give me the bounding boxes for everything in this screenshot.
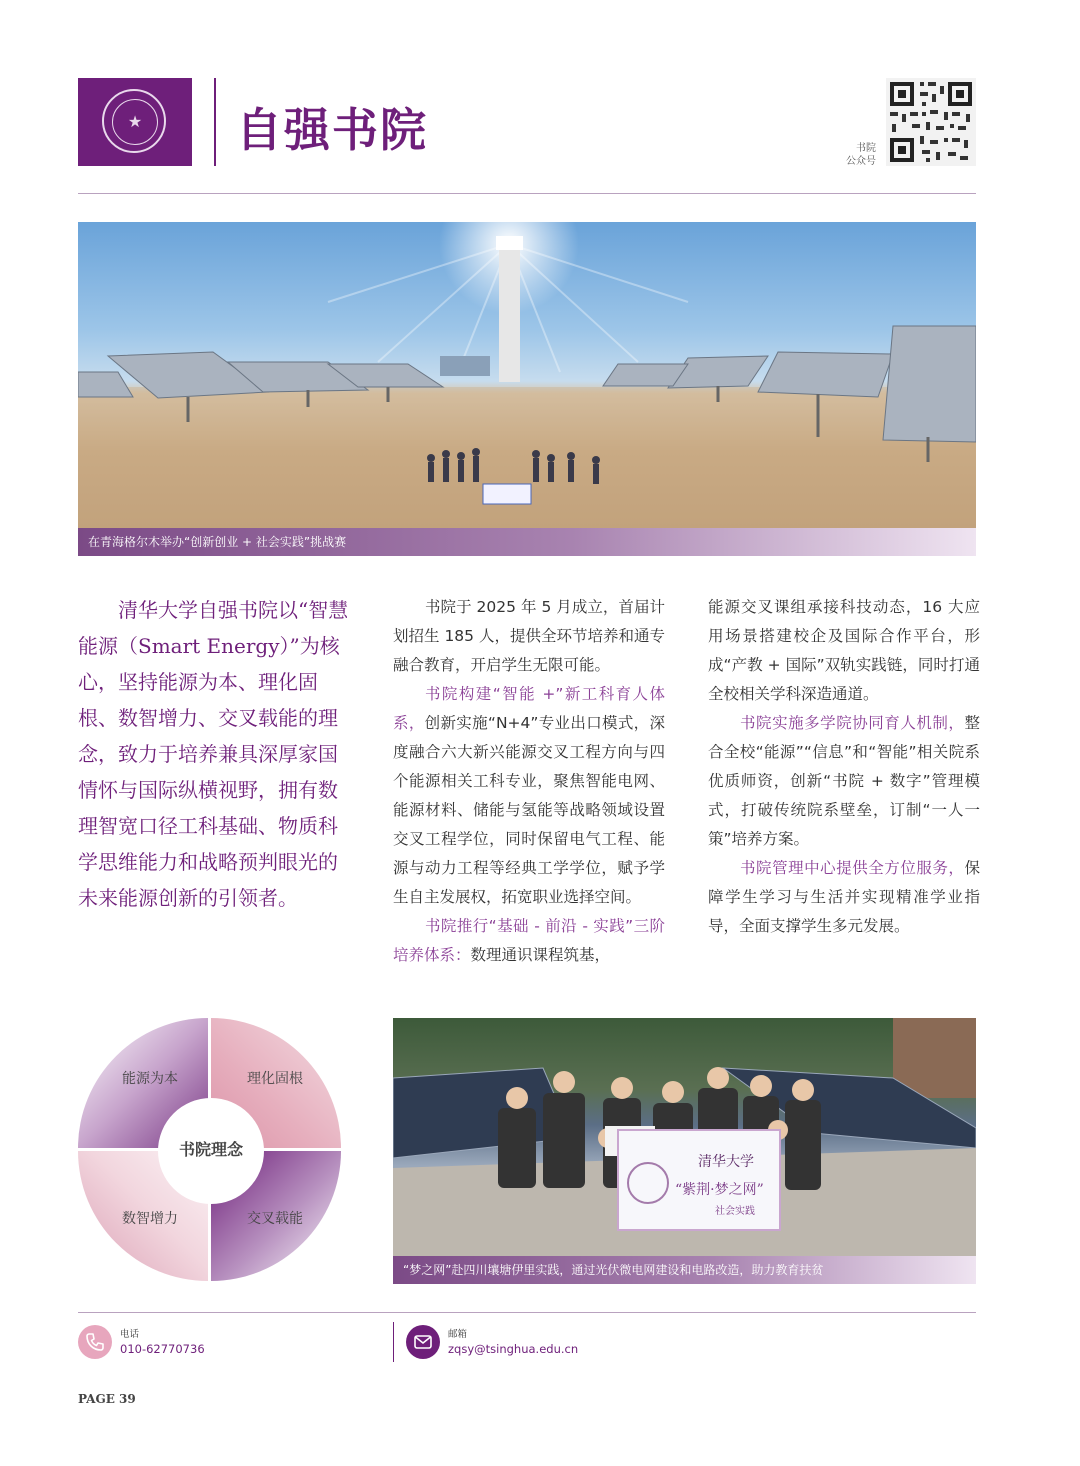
body-column-3 — [708, 593, 980, 941]
phone-icon — [78, 1325, 112, 1359]
body-column-2 — [393, 593, 665, 970]
university-logo — [78, 78, 192, 166]
diagram-label-bottom-right: 交叉载能 — [247, 1211, 303, 1227]
solar-tower-photo — [78, 222, 976, 528]
diagram-label-top-right: 理化固根 — [247, 1071, 303, 1087]
phone-label: 电话 — [120, 1329, 140, 1340]
qr-caption: 书院 公众号 — [846, 143, 876, 167]
mail-icon — [406, 1325, 440, 1359]
col2-paragraph-3: 书院推行“基础 - 前沿 - 实践”三阶培养体系：数理通识课程筑基， — [393, 917, 665, 964]
footer-rule — [78, 1312, 976, 1313]
diagram-label-top-left: 能源为本 — [122, 1071, 178, 1087]
qr-code-icon[interactable] — [886, 78, 976, 166]
header-rule — [78, 193, 976, 194]
diagram-label-bottom-left: 数智增力 — [122, 1211, 178, 1227]
banner-subtitle: 社会实践 — [715, 1206, 755, 1217]
page-number: PAGE 39 — [78, 1392, 136, 1406]
phone-number[interactable]: 010-62770736 — [120, 1342, 205, 1356]
page-title: 自强书院 — [236, 103, 428, 157]
banner-title: 清华大学 — [698, 1154, 754, 1170]
top-photo-caption: 在青海格尔木举办“创新创业 + 社会实践”挑战赛 — [78, 528, 976, 556]
lead-paragraph: 清华大学自强书院以“智慧能源（Smart Energy）”为核心，坚持能源为本、理化固根、数智增力、交叉载能的理念，致力于培养兼具深厚家国情怀与国际纵横视野，拥有数理智宽口径工科基础、物质科学思维能力和战略预判眼光的未来能源创新的引领者。 — [78, 598, 349, 910]
footer-divider — [393, 1322, 394, 1362]
diagram-center-label: 书院理念 — [178, 1140, 243, 1159]
email-address[interactable]: zqsy@tsinghua.edu.cn — [448, 1342, 579, 1356]
banner-name: “紫荆·梦之网” — [675, 1182, 764, 1198]
col3-paragraph-1: 能源交叉课组承接科技动态，16 大应用场景搭建校企及国际合作平台，形成“产教 + 国际”双轨实践链，同时打通全校相关学科深造通道。 — [708, 598, 980, 703]
solar-team-photo — [393, 1018, 976, 1256]
header-divider — [214, 78, 216, 166]
col2-paragraph-1: 书院于 2025 年 5 月成立，首届计划招生 185 人，提供全环节培养和通专融合教育，开启学生无限可能。 — [393, 598, 665, 674]
col2-paragraph-2: 书院构建“智能 +”新工科育人体系，创新实施“N+4”专业出口模式，深度融合六大新兴能源交叉工程方向与四个能源相关工科专业，聚焦智能电网、能源材料、储能与氢能等战略领域设置交叉工程学位，同时保留电气工程、能源与动力工程等经典工学学位，赋予学生自主发展权，拓宽职业选择空间。 — [393, 685, 665, 906]
university-seal-icon: ★ — [102, 89, 166, 153]
email-label: 邮箱 — [448, 1329, 468, 1340]
col3-paragraph-2: 书院实施多学院协同育人机制，整合全校“能源”“信息”和“智能”相关院系优质师资，创新“书院 + 数字”管理模式，打破传统院系壁垒，订制“一人一策”培养方案。 — [708, 714, 980, 848]
col3-paragraph-3: 书院管理中心提供全方位服务，保障学生学习与生活并实现精准学业指导，全面支撑学生多元发展。 — [708, 859, 980, 935]
bottom-photo-caption: “梦之网”赴四川壤塘伊里实践，通过光伏微电网建设和电路改造，助力教育扶贫 — [393, 1256, 976, 1284]
